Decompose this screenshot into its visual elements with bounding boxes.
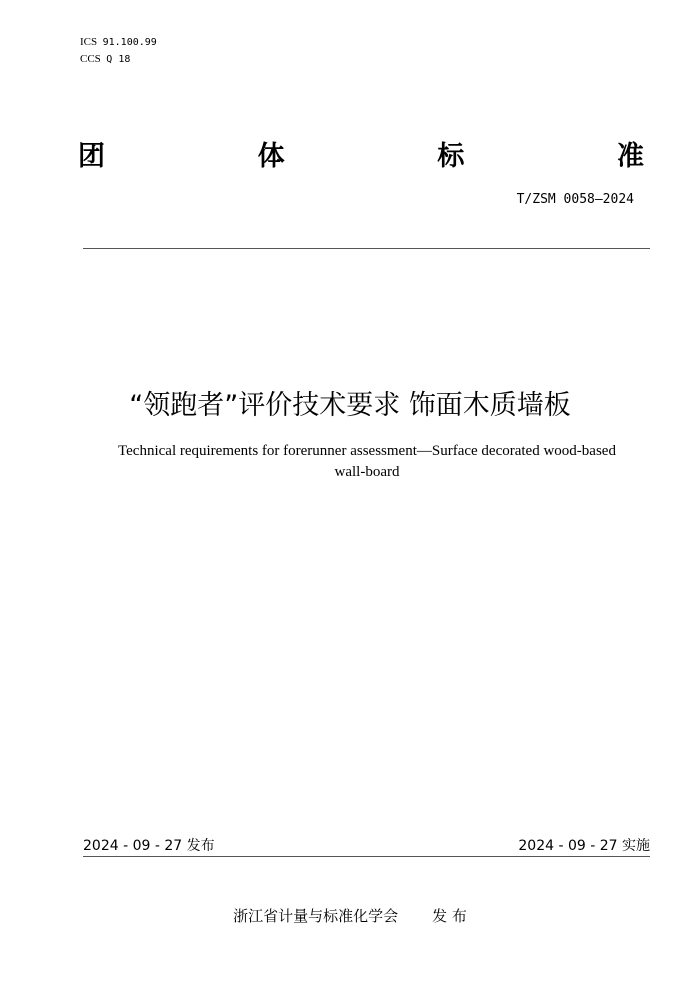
title-english-line: Technical requirements for forerunner assessment—Surface decorated wood-based <box>118 443 616 459</box>
standard-type-char: 准 <box>616 141 644 172</box>
ics-code: 91.100.99 <box>102 37 157 48</box>
standard-type-char: 体 <box>257 141 285 172</box>
publish-date: 2024 - 09 - 27 发布 <box>83 838 215 854</box>
date-row <box>83 835 650 855</box>
ccs-code: Q 18 <box>106 54 131 65</box>
top-divider <box>83 248 650 249</box>
standard-number: T/ZSM 0058—2024 <box>516 192 634 207</box>
implement-date: 2024 - 09 - 27 实施 <box>518 838 650 854</box>
title-chinese: “领跑者”评价技术要求 饰面木质墙板 <box>129 390 571 421</box>
classification-codes <box>80 34 157 68</box>
ccs-label: CCS <box>80 53 101 65</box>
title-english <box>80 441 654 483</box>
ics-label: ICS <box>80 36 98 48</box>
standard-type-char: 标 <box>437 141 465 172</box>
title-english-line: wall-board <box>334 464 400 480</box>
issuer-name: 浙江省计量与标准化学会 <box>233 907 399 925</box>
ics-line <box>80 34 157 51</box>
bottom-divider <box>83 856 650 857</box>
ccs-line <box>80 51 157 68</box>
standard-type-char: 团 <box>78 141 105 172</box>
issuer-action: 发 布 <box>432 907 467 925</box>
issuer-line <box>0 905 700 926</box>
standard-type-heading <box>78 134 644 173</box>
